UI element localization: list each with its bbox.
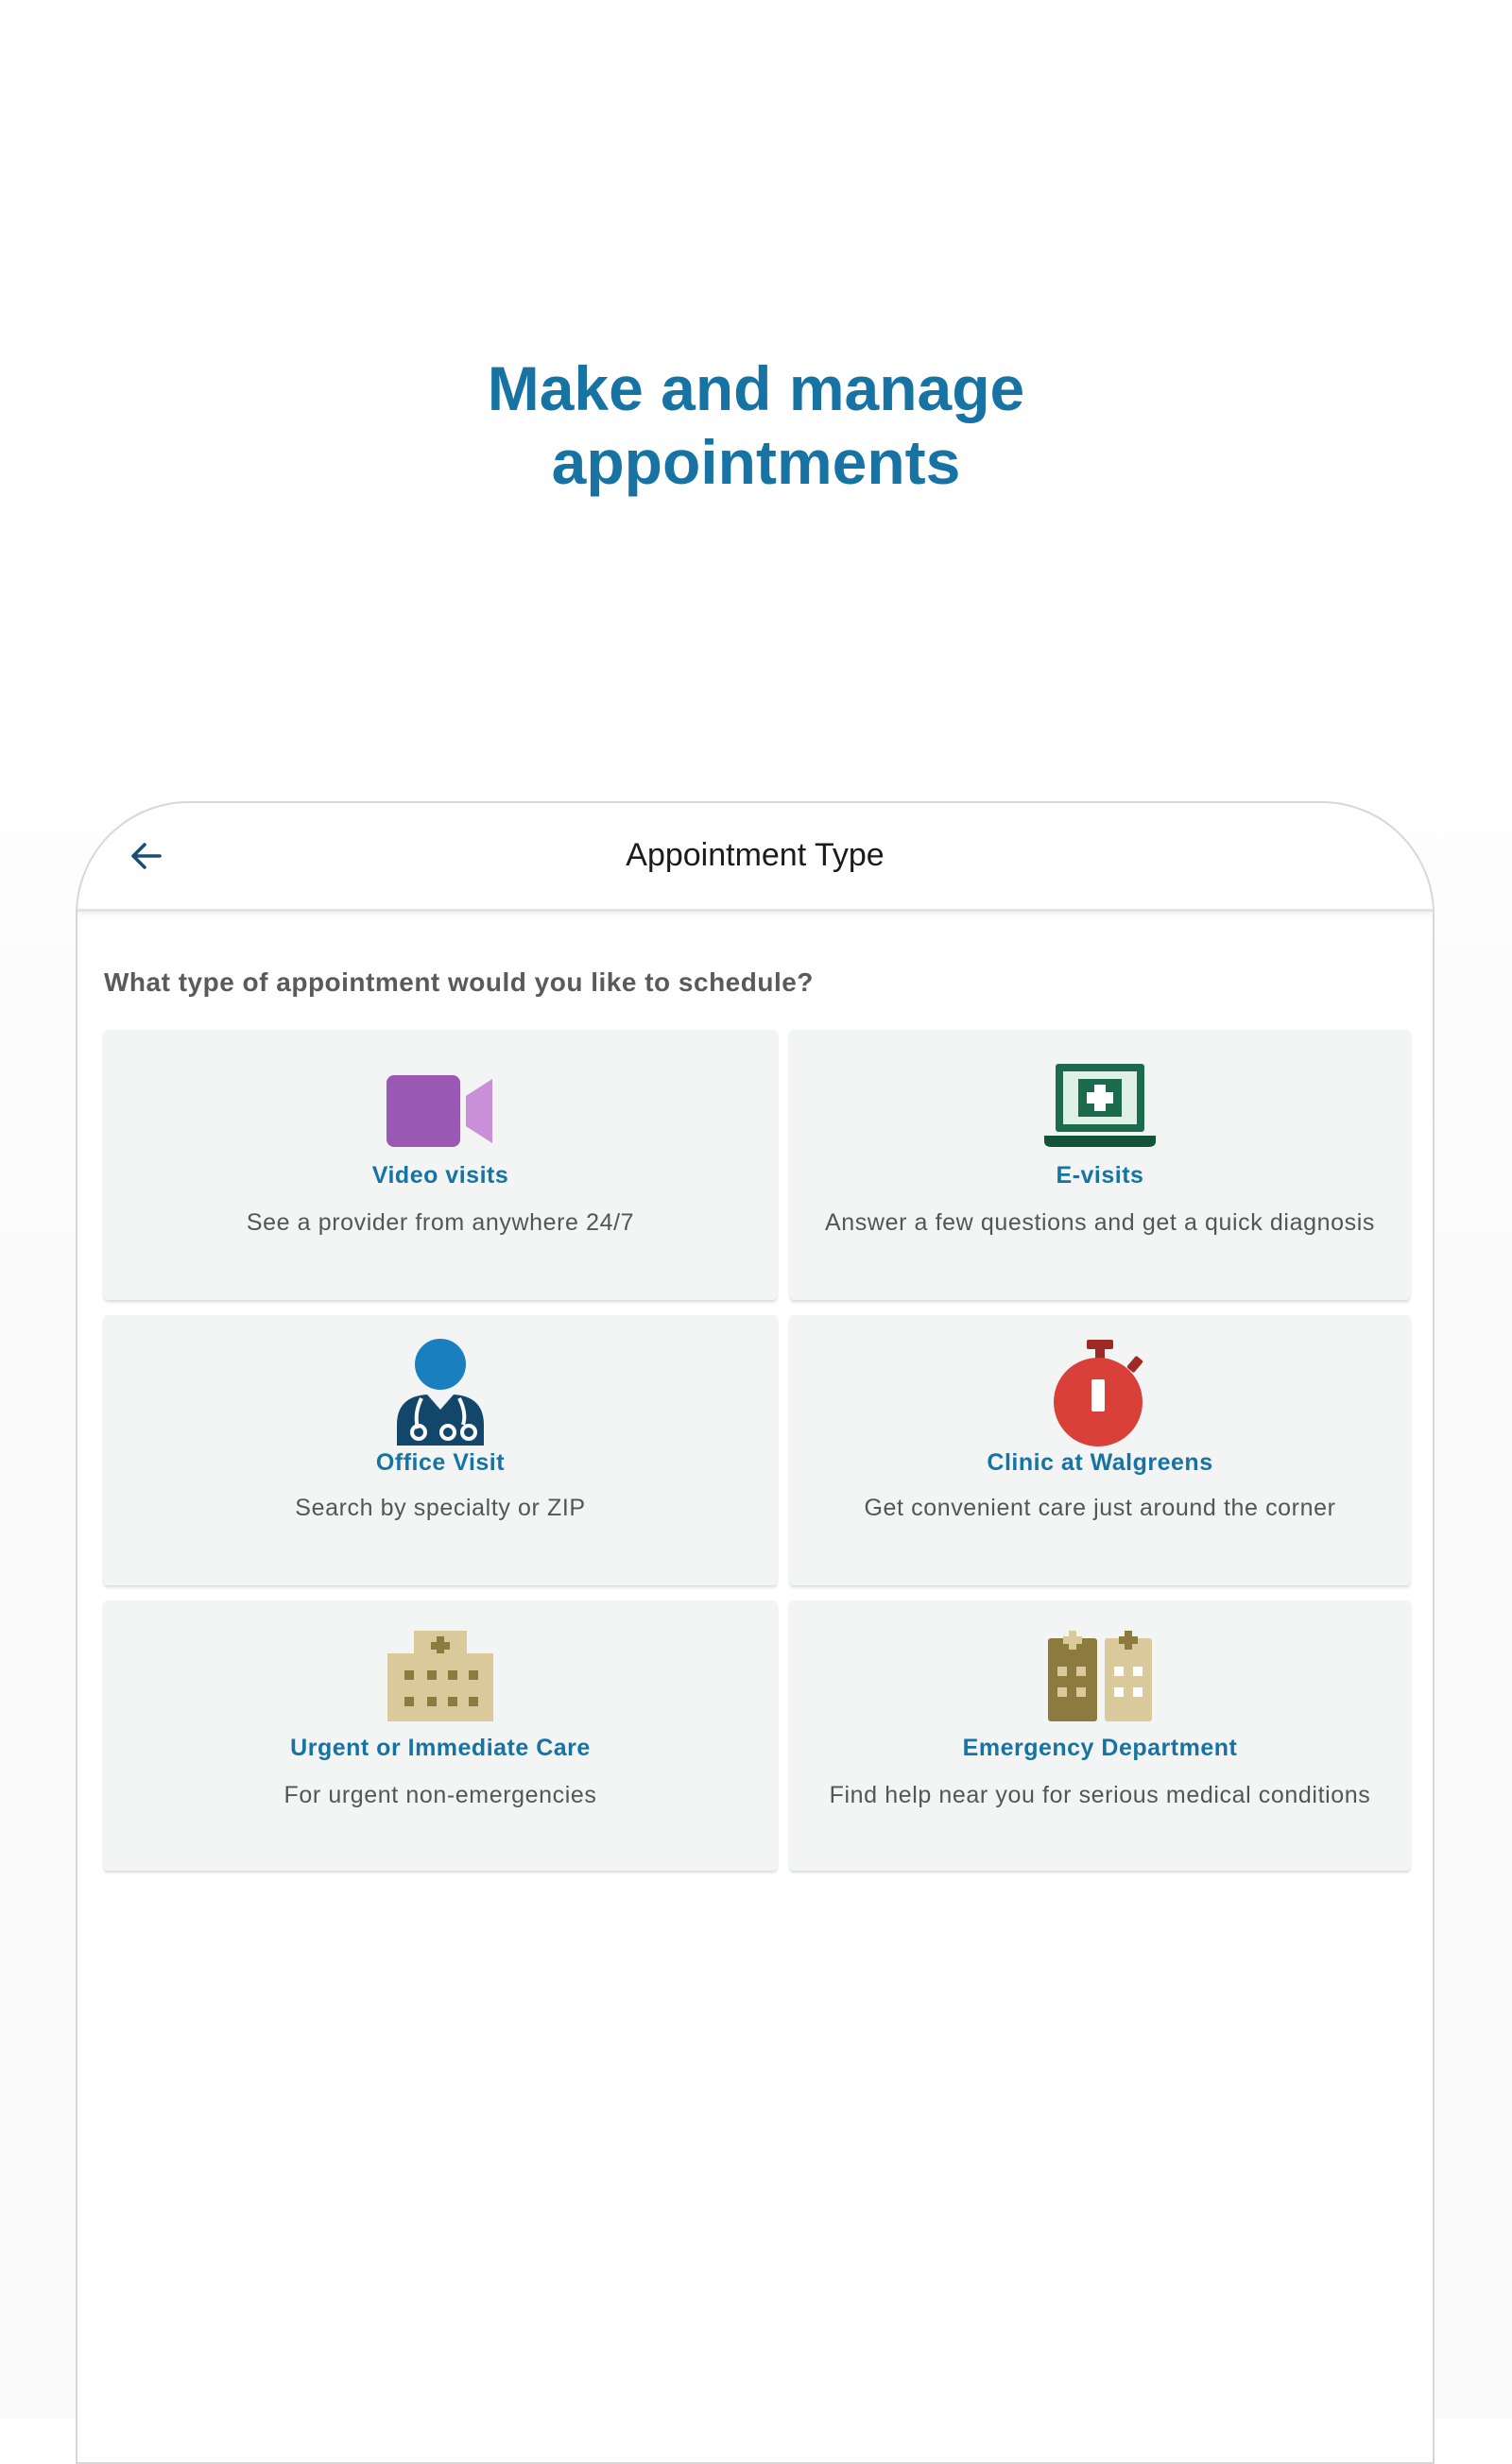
- option-clinic-at-walgreens[interactable]: [790, 1315, 1410, 1585]
- page-headline: [0, 351, 1512, 499]
- option-subtitle: Find help near you for serious medical conditions: [829, 1782, 1371, 1808]
- clinic-building-icon: [386, 1629, 495, 1723]
- option-subtitle: For urgent non-emergencies: [284, 1782, 597, 1808]
- option-title: Video visits: [371, 1162, 509, 1189]
- headline-line-1: Make and manage: [487, 353, 1025, 423]
- hospital-buildings-icon: [1044, 1629, 1156, 1723]
- doctor-icon: [393, 1338, 488, 1447]
- headline-line-2: appointments: [551, 427, 961, 497]
- option-urgent-care[interactable]: [104, 1600, 777, 1871]
- stopwatch-icon: [1051, 1338, 1149, 1447]
- video-camera-icon: [385, 1073, 496, 1149]
- option-emergency-department[interactable]: [790, 1600, 1410, 1871]
- option-title: Office Visit: [375, 1449, 506, 1476]
- appointment-prompt: What type of appointment would you like to schedule?: [104, 967, 814, 997]
- app-bar: [77, 803, 1433, 912]
- option-subtitle: Search by specialty or ZIP: [295, 1495, 586, 1521]
- app-bar-title: Appointment Type: [626, 837, 885, 873]
- option-title: Urgent or Immediate Care: [290, 1735, 591, 1761]
- option-title: E-visits: [1056, 1162, 1144, 1189]
- device-frame: [76, 801, 1435, 2464]
- laptop-medical-icon: [1044, 1062, 1156, 1149]
- option-office-visit[interactable]: [104, 1315, 777, 1585]
- option-title: Emergency Department: [962, 1735, 1238, 1761]
- option-subtitle: Get convenient care just around the corner: [864, 1495, 1336, 1521]
- option-e-visits[interactable]: [790, 1030, 1410, 1300]
- option-video-visits[interactable]: [104, 1030, 777, 1300]
- option-subtitle: See a provider from anywhere 24/7: [246, 1209, 635, 1236]
- option-title: Clinic at Walgreens: [987, 1449, 1213, 1476]
- option-subtitle: Answer a few questions and get a quick diagnosis: [825, 1209, 1375, 1236]
